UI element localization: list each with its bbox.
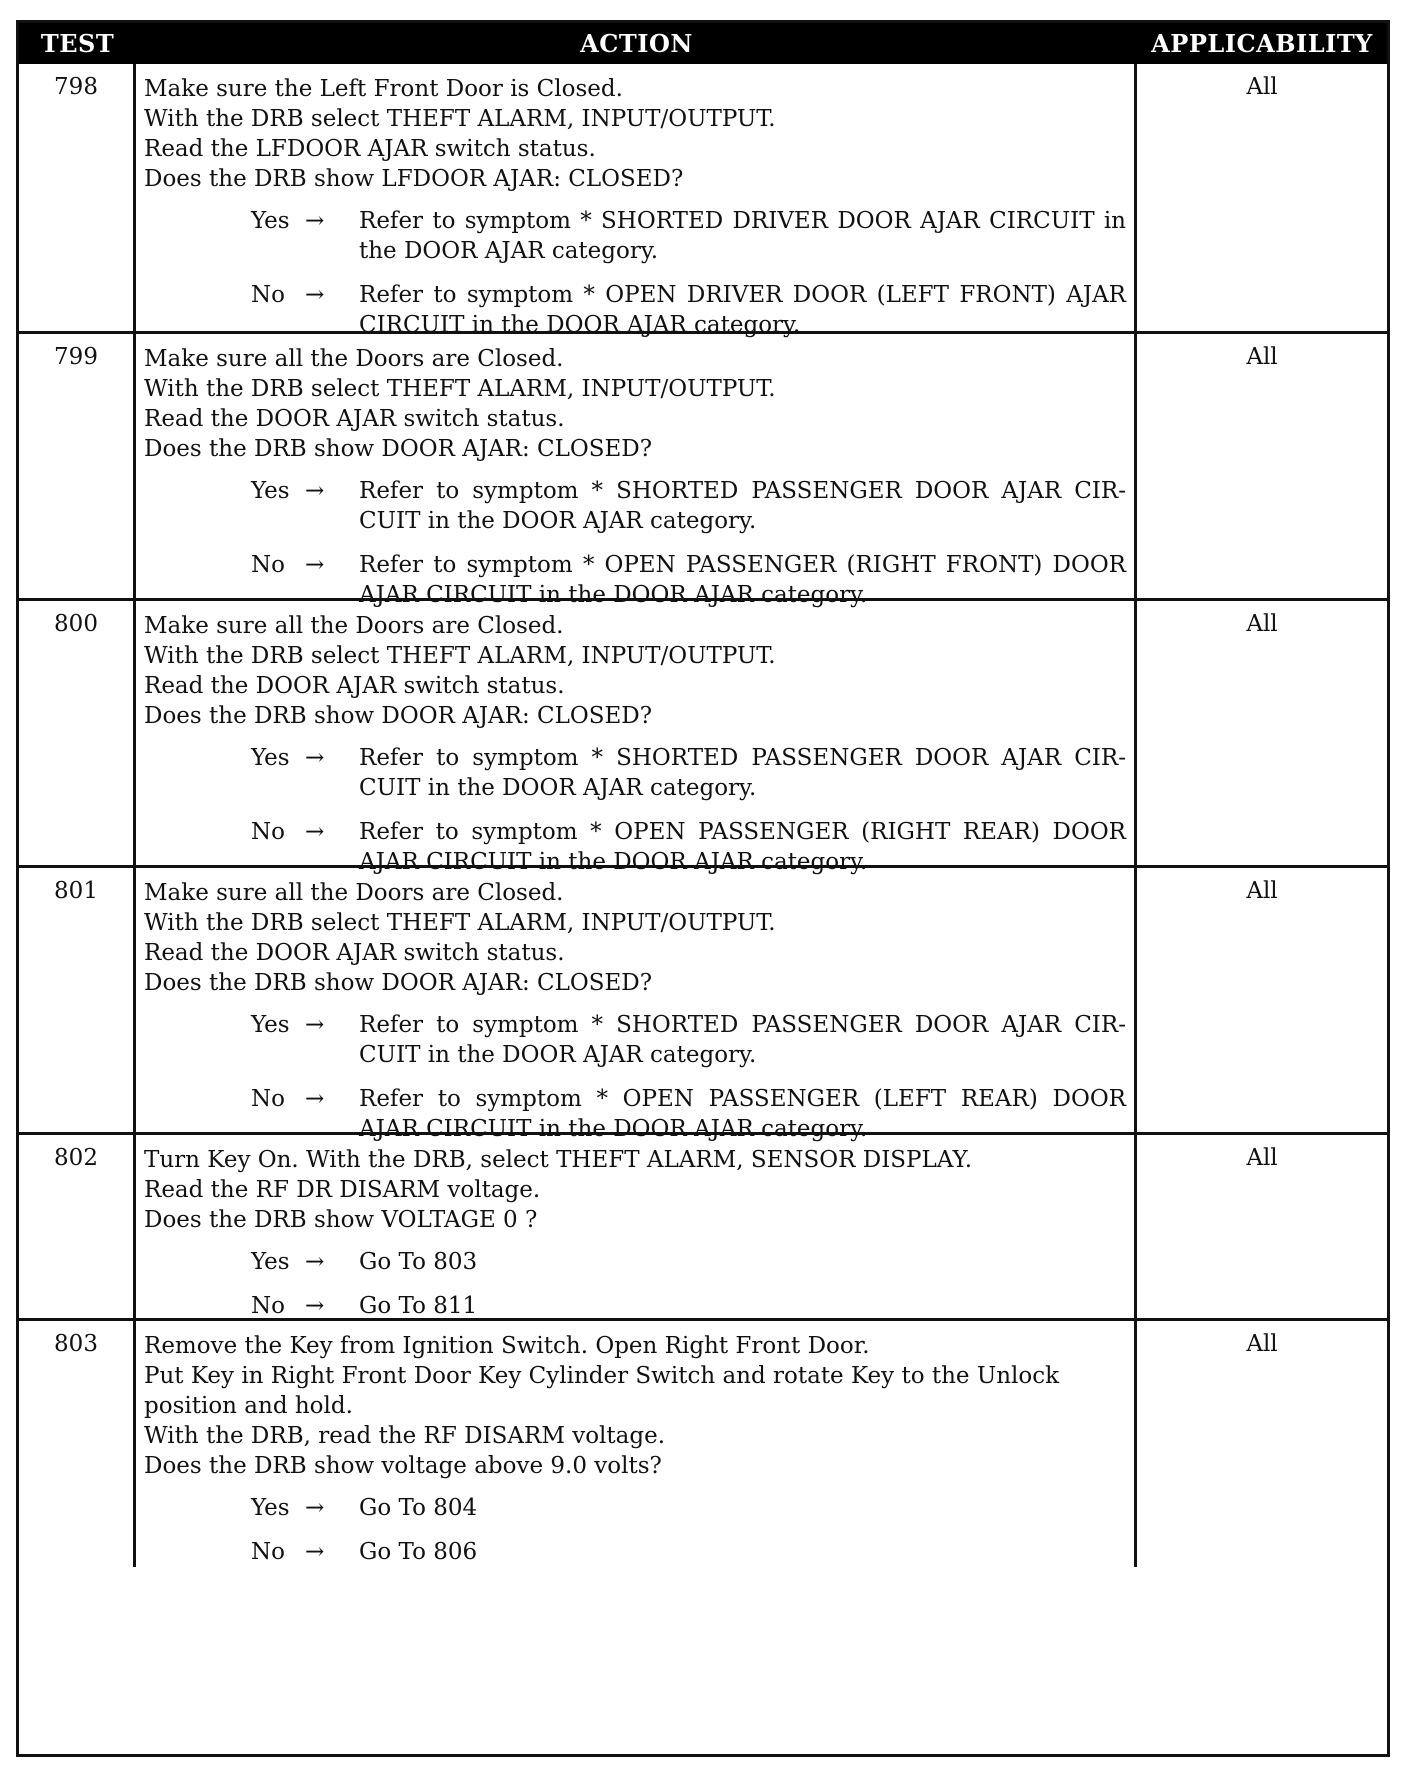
action-steps — [144, 74, 1126, 194]
applicability-value: All — [1246, 344, 1278, 370]
test-number: 798 — [19, 64, 136, 331]
yes-label: Yes — [251, 1249, 290, 1275]
right-arrow-icon: → — [305, 1086, 325, 1112]
yes-branch — [144, 1010, 1126, 1070]
table-row — [19, 598, 1387, 875]
branch-list — [144, 1247, 1126, 1321]
diagnostic-test-table — [16, 20, 1390, 1757]
no-branch — [144, 1537, 1126, 1567]
no-label: No — [251, 1293, 285, 1319]
applicability-value: All — [1246, 611, 1278, 637]
applicability-value: All — [1246, 1145, 1278, 1171]
action-step-line: With the DRB select THEFT ALARM, INPUT/OUTPUT. — [144, 910, 776, 936]
action-step-line: Read the RF DR DISARM voltage. — [144, 1177, 541, 1203]
yes-label: Yes — [251, 208, 290, 234]
action-step-line: With the DRB select THEFT ALARM, INPUT/OUTPUT. — [144, 376, 776, 402]
action-steps — [144, 878, 1126, 998]
action-cell — [136, 1321, 1137, 1567]
action-step-line: Make sure the Left Front Door is Closed. — [144, 76, 623, 102]
action-cell — [136, 64, 1137, 338]
action-step-line: Does the DRB show DOOR AJAR: CLOSED? — [144, 970, 653, 996]
no-branch — [144, 280, 1126, 340]
right-arrow-icon: → — [305, 208, 325, 234]
yes-branch — [144, 206, 1126, 266]
test-number: 800 — [19, 601, 136, 865]
branch-list — [144, 1493, 1126, 1567]
action-step-line: Does the DRB show VOLTAGE 0 ? — [144, 1207, 538, 1233]
yes-result: Refer to symptom * SHORTED PASSENGER DOOR AJAR CIR- CUIT in the DOOR AJAR category. — [359, 1012, 1126, 1068]
yes-result: Go To 804 — [359, 1495, 478, 1521]
action-step-line: Does the DRB show DOOR AJAR: CLOSED? — [144, 436, 653, 462]
branch-list — [144, 743, 1126, 877]
header-applicability: APPLICABILITY — [1151, 29, 1373, 58]
table-body — [19, 64, 1387, 1567]
yes-label: Yes — [251, 745, 290, 771]
right-arrow-icon: → — [305, 1495, 325, 1521]
table-row — [19, 64, 1387, 338]
no-label: No — [251, 1086, 285, 1112]
yes-result: Refer to symptom * SHORTED PASSENGER DOOR AJAR CIR- CUIT in the DOOR AJAR category. — [359, 478, 1126, 534]
action-cell — [136, 334, 1137, 608]
action-steps — [144, 344, 1126, 464]
action-steps — [144, 1331, 1126, 1481]
test-number: 799 — [19, 334, 136, 598]
right-arrow-icon: → — [305, 282, 325, 308]
no-label: No — [251, 552, 285, 578]
action-cell — [136, 601, 1137, 875]
action-step-line: Remove the Key from Ignition Switch. Open Right Front Door. — [144, 1333, 870, 1359]
action-step-line: Turn Key On. With the DRB, select THEFT ALARM, SENSOR DISPLAY. — [144, 1147, 973, 1173]
right-arrow-icon: → — [305, 1249, 325, 1275]
yes-result: Refer to symptom * SHORTED DRIVER DOOR AJAR CIRCUIT in the DOOR AJAR category. — [359, 208, 1126, 264]
table-row — [19, 1132, 1387, 1318]
no-result: Go To 806 — [359, 1539, 478, 1565]
right-arrow-icon: → — [305, 745, 325, 771]
branch-list — [144, 206, 1126, 340]
header-test: TEST — [40, 29, 115, 58]
branch-list — [144, 476, 1126, 610]
action-step-line: Read the DOOR AJAR switch status. — [144, 406, 565, 432]
action-step-line: Does the DRB show LFDOOR AJAR: CLOSED? — [144, 166, 684, 192]
yes-branch — [144, 1493, 1126, 1523]
no-branch — [144, 1291, 1126, 1321]
action-step-line: Read the LFDOOR AJAR switch status. — [144, 136, 596, 162]
action-step-line: Read the DOOR AJAR switch status. — [144, 673, 565, 699]
action-step-line: Read the DOOR AJAR switch status. — [144, 940, 565, 966]
action-step-line: With the DRB select THEFT ALARM, INPUT/OUTPUT. — [144, 643, 776, 669]
action-step-line: Does the DRB show voltage above 9.0 volts? — [144, 1453, 662, 1479]
no-label: No — [251, 282, 285, 308]
no-result: Refer to symptom * OPEN PASSENGER (RIGHT FRONT) DOOR AJAR CIRCUIT in the DOOR AJAR category. — [359, 552, 1126, 608]
no-label: No — [251, 1539, 285, 1565]
yes-result: Refer to symptom * SHORTED PASSENGER DOOR AJAR CIR- CUIT in the DOOR AJAR category. — [359, 745, 1126, 801]
action-step-line: Make sure all the Doors are Closed. — [144, 880, 564, 906]
yes-branch — [144, 743, 1126, 803]
action-cell — [136, 868, 1137, 1142]
action-cell — [136, 1135, 1137, 1318]
yes-label: Yes — [251, 1495, 290, 1521]
action-steps — [144, 611, 1126, 731]
right-arrow-icon: → — [305, 819, 325, 845]
table-row — [19, 865, 1387, 1142]
table-row — [19, 331, 1387, 608]
no-result: Refer to symptom * OPEN PASSENGER (LEFT REAR) DOOR AJAR CIRCUIT in the DOOR AJAR category. — [359, 1086, 1126, 1142]
test-number: 803 — [19, 1321, 136, 1567]
no-result: Refer to symptom * OPEN PASSENGER (RIGHT REAR) DOOR AJAR CIRCUIT in the DOOR AJAR category. — [359, 819, 1126, 875]
yes-branch — [144, 1247, 1126, 1277]
action-step-line: Make sure all the Doors are Closed. — [144, 346, 564, 372]
action-steps — [144, 1145, 1126, 1235]
applicability-value: All — [1246, 74, 1278, 100]
applicability-value: All — [1246, 1331, 1278, 1357]
action-step-line: Put Key in Right Front Door Key Cylinder Switch and rotate Key to the Unlock position and hold. — [144, 1363, 1067, 1419]
yes-label: Yes — [251, 478, 290, 504]
applicability-value: All — [1246, 878, 1278, 904]
action-step-line: Does the DRB show DOOR AJAR: CLOSED? — [144, 703, 653, 729]
right-arrow-icon: → — [305, 552, 325, 578]
yes-label: Yes — [251, 1012, 290, 1038]
no-result: Go To 811 — [359, 1293, 478, 1319]
yes-result: Go To 803 — [359, 1249, 478, 1275]
action-step-line: Make sure all the Doors are Closed. — [144, 613, 564, 639]
right-arrow-icon: → — [305, 1012, 325, 1038]
no-label: No — [251, 819, 285, 845]
header-action: ACTION — [580, 29, 693, 58]
right-arrow-icon: → — [305, 1539, 325, 1565]
right-arrow-icon: → — [305, 478, 325, 504]
test-number: 802 — [19, 1135, 136, 1318]
table-header — [19, 23, 1387, 64]
action-step-line: With the DRB select THEFT ALARM, INPUT/OUTPUT. — [144, 106, 776, 132]
no-result: Refer to symptom * OPEN DRIVER DOOR (LEFT FRONT) AJAR CIRCUIT in the DOOR AJAR category. — [359, 282, 1126, 338]
table-row — [19, 1318, 1387, 1567]
branch-list — [144, 1010, 1126, 1144]
test-number: 801 — [19, 868, 136, 1132]
right-arrow-icon: → — [305, 1293, 325, 1319]
yes-branch — [144, 476, 1126, 536]
action-step-line: With the DRB, read the RF DISARM voltage. — [144, 1423, 666, 1449]
